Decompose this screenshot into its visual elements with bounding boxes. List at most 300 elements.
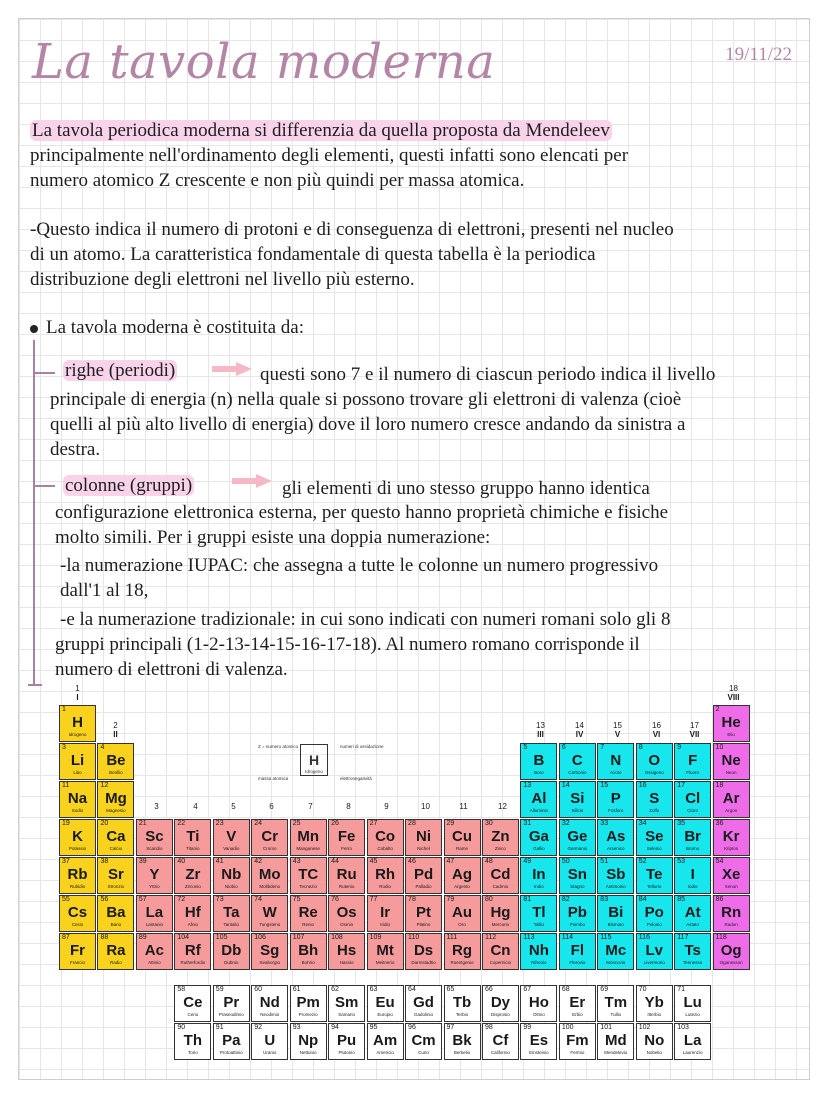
element-name: Calcio [109,846,123,851]
element-number: 14 [561,782,570,789]
element-number: 47 [446,858,455,865]
element-name: Einsteinio [529,1050,549,1055]
element-cell-hf [174,895,211,932]
element-number: 77 [369,896,378,903]
element-name: Californio [490,1050,510,1055]
element-number: 15 [600,782,609,789]
element-cell-pu [328,1023,365,1060]
element-number: 17 [677,782,685,789]
element-number: 10 [715,744,724,751]
element-name: Nettunio [299,1050,317,1055]
group-10-label: 10 [421,802,430,811]
legend-mass-label: massa atomica [258,776,289,781]
iupac-line-2: dall'1 al 18, [60,580,149,601]
element-name: Vanadio [223,846,240,851]
element-name: Nihonio [531,960,547,965]
element-symbol: Cs [67,904,88,921]
group-4-label: 4 [193,802,198,811]
element-cell-ni [405,819,442,856]
element-symbol: Ir [380,904,391,921]
element-cell-y [136,857,173,894]
element-symbol: Kr [722,828,740,845]
element-number: 108 [331,934,343,941]
element-symbol: Gd [413,994,434,1011]
element-name: Neon [725,770,737,775]
rows-line-4: destra. [50,439,101,460]
element-number: 3 [62,744,66,751]
element-cell-si [559,781,596,818]
element-symbol: Na [67,790,88,807]
element-number: 94 [331,1024,339,1031]
element-number: 43 [292,858,301,865]
element-cell-tb [444,985,481,1022]
element-cell-pr [213,985,250,1022]
element-cell-ru [328,857,365,894]
element-number: 70 [638,986,647,993]
element-cell-lu [674,985,711,1022]
element-name: Kripton [724,846,739,851]
element-name: Dubnio [224,960,239,965]
element-symbol: S [649,790,660,807]
element-cell-ti [174,819,211,856]
element-number: 41 [215,858,224,865]
element-symbol: Ho [528,994,549,1011]
element-name: Azoto [610,770,622,775]
element-cell-mg [97,781,134,818]
element-number: 109 [369,934,382,941]
element-number: 39 [138,858,147,865]
element-number: 107 [292,934,305,941]
bracket-tick-cols [33,485,55,487]
element-cell-hg [482,895,519,932]
element-cell-md [597,1023,634,1060]
element-number: 67 [523,986,532,993]
element-name: Rutenio [338,884,355,889]
element-cell-au [444,895,481,932]
element-cell-tc [290,857,327,894]
element-name: Litio [73,770,82,775]
group-9-label: 9 [384,802,389,811]
paragraph-1 [30,118,628,193]
element-number: 63 [369,986,378,993]
element-symbol: Os [336,904,357,921]
element-cell-se [636,819,673,856]
element-symbol: Yb [644,994,664,1011]
element-symbol: Au [452,904,472,921]
element-symbol: Se [645,828,664,845]
p1-line-2: principalmente nell'ordinamento degli elementi, questi infatti sono elencati per [30,145,629,166]
element-number: 90 [177,1024,186,1031]
element-number: 50 [561,858,570,865]
element-number: 33 [600,820,609,827]
element-number: 23 [215,820,224,827]
element-number: 35 [677,820,685,827]
element-cell-re [290,895,327,932]
element-number: 31 [523,820,532,827]
bracket-line [33,340,35,685]
element-symbol: In [532,866,546,883]
element-name: Hassio [339,960,354,965]
element-name: Plutonio [338,1050,355,1055]
element-symbol: Fr [70,942,85,959]
element-number: 11 [62,782,70,789]
element-name: Astato [686,922,700,927]
element-cell-ga [520,819,557,856]
element-number: 44 [331,858,339,865]
element-symbol: As [606,828,626,845]
element-number: 104 [177,934,190,941]
element-name: Tantalio [223,922,240,927]
iupac-line-1: -la numerazione IUPAC: che assegna a tutte le colonne un numero progressivo [60,555,659,576]
element-name: Rodio [379,884,391,889]
element-name: Flerovio [569,960,586,965]
element-symbol: Cl [685,790,701,807]
element-number: 106 [254,934,266,941]
element-name: Itterbio [647,1012,662,1017]
legend-symbol: H [308,752,320,768]
element-number: 4 [100,744,105,751]
element-symbol: Sm [334,994,359,1011]
element-symbol: Al [531,790,547,807]
element-symbol: F [688,752,698,769]
element-number: 99 [523,1024,532,1031]
element-name: Stronzio [107,884,125,889]
element-symbol: Er [569,994,586,1011]
element-name: Indio [534,884,544,889]
element-number: 20 [100,820,109,827]
element-symbol: Sb [606,866,626,883]
element-symbol: Og [720,942,742,959]
element-name: Arsenico [607,846,625,851]
element-name: Lutezio [685,1012,700,1017]
element-name: Potassio [68,846,87,851]
element-cell-bk [444,1023,481,1060]
element-cell-bi [597,895,634,932]
element-name: Copernicio [489,960,512,965]
element-number: 16 [638,782,647,789]
element-name: Tennesso [683,960,703,965]
element-name: Titanio [186,846,200,851]
element-cell-o [636,743,673,780]
element-number: 92 [254,1024,263,1031]
element-number: 18 [715,782,724,789]
element-number: 5 [523,744,528,751]
element-symbol: La [145,904,164,921]
p1-line-1 [30,118,628,143]
element-number: 36 [715,820,724,827]
group-7-label: 7 [308,802,313,811]
element-name: Gadolinio [414,1012,434,1017]
element-number: 54 [715,858,724,865]
element-symbol: B [533,752,545,769]
element-name: Laurenzio [682,1050,703,1055]
element-cell-i [674,857,711,894]
element-symbol: Ag [452,866,472,883]
element-symbol: Pa [222,1032,241,1049]
element-name: Attinio [148,960,161,965]
element-number: 83 [600,896,609,903]
element-name: Berillio [109,770,123,775]
element-name: Fluoro [686,770,700,775]
element-symbol: Cm [411,1032,436,1049]
element-name: Palladio [415,884,432,889]
bracket-tick-rows [33,372,55,374]
element-number: 19 [62,820,70,827]
bullet-line [30,315,304,340]
element-number: 96 [408,1024,416,1031]
element-name: Alluminio [529,808,549,813]
element-number: 86 [715,896,724,903]
element-number: 57 [138,896,147,903]
element-number: 62 [331,986,339,993]
element-cell-pb [559,895,596,932]
element-symbol: Pm [296,994,320,1011]
element-cell-ir [367,895,404,932]
element-number: 22 [177,820,186,827]
element-cell-zn [482,819,519,856]
date: 19/11/22 [725,44,792,65]
element-cell-rf [174,933,211,970]
element-name: Uranio [263,1050,277,1055]
element-number: 118 [715,934,727,941]
element-symbol: Fe [337,828,356,845]
group-16-label: 16 VI [652,721,661,739]
element-name: Neodimio [260,1012,280,1017]
element-symbol: No [644,1032,665,1049]
element-name: Cadmio [492,884,509,889]
element-number: 85 [677,896,685,903]
element-name: Europio [377,1012,393,1017]
group-15-label: 15 V [613,721,622,739]
element-name: Disprosio [491,1012,510,1017]
trad-line-3: numero di elettroni di valenza. [55,659,288,680]
element-number: 81 [523,896,532,903]
element-symbol: Fl [570,942,585,959]
element-symbol: Db [221,942,242,959]
element-symbol: O [648,752,661,769]
element-symbol: C [571,752,583,769]
element-symbol: Zr [185,866,201,883]
element-symbol: Ar [722,790,740,807]
element-symbol: Fm [566,1032,589,1049]
element-symbol: Re [298,904,318,921]
element-symbol: Nd [259,994,280,1011]
element-number: 114 [561,934,574,941]
element-name: Fosforo [608,808,624,813]
element-cell-cm [405,1023,442,1060]
element-name: Germanio [567,846,588,851]
element-symbol: Ra [106,942,126,959]
element-cell-w [251,895,288,932]
element-symbol: Y [149,866,160,883]
element-cell-co [367,819,404,856]
element-name: Tecnezio [299,884,318,889]
element-number: 12 [100,782,109,789]
element-name: Promezio [298,1012,318,1017]
cols-line-2: configurazione elettronica esterna, per questo hanno proprietà chimiche e fisiche [55,502,669,523]
element-number: 40 [177,858,186,865]
element-cell-k [59,819,96,856]
element-cell-n [597,743,634,780]
element-cell-v [213,819,250,856]
element-symbol: Zn [491,828,510,845]
element-name: Argento [454,884,470,889]
element-name: Cloro [687,808,699,813]
element-cell-rb [59,857,96,894]
element-symbol: Lu [683,994,702,1011]
element-name: Scandio [146,846,163,851]
element-number: 64 [408,986,416,993]
element-number: 115 [600,934,612,941]
element-number: 52 [638,858,647,865]
element-name: Roentgenio [450,960,474,965]
bullet-icon [30,325,38,333]
element-number: 95 [369,1024,378,1031]
element-cell-pd [405,857,442,894]
element-cell-ce [174,985,211,1022]
element-name: Francio [69,960,85,965]
p2-line-2: di un atomo. La caratteristica fondamentale di questa tabella è la periodica [30,244,596,265]
element-cell-at [674,895,711,932]
element-cell-am [367,1023,404,1060]
element-symbol: Ru [336,866,357,883]
element-number: 59 [215,986,224,993]
rows-line-1: questi sono 7 e il numero di ciascun periodo indica il livello [260,364,716,385]
element-symbol: Sn [567,866,587,883]
element-cell-sc [136,819,173,856]
element-number: 28 [408,820,416,827]
element-name: Zinco [494,846,506,851]
element-name: Radon [724,922,738,927]
group-8-label: 8 [346,802,351,811]
element-cell-fr [59,933,96,970]
element-number: 100 [561,1024,574,1031]
element-symbol: Pb [567,904,587,921]
element-number: 75 [292,896,301,903]
element-symbol: Bi [608,904,624,921]
element-number: 91 [215,1024,224,1031]
element-name: Molibdeno [259,884,281,889]
element-cell-hs [328,933,365,970]
element-name: Cromo [262,846,277,851]
element-cell-lv [636,933,673,970]
element-symbol: Mc [605,942,627,959]
element-symbol: Cr [261,828,279,845]
cols-label-text: colonne (gruppi) [65,475,193,496]
element-number: 79 [446,896,455,903]
element-symbol: U [264,1032,276,1049]
element-symbol: Hs [337,942,357,959]
element-name: Fermio [570,1050,585,1055]
element-name: Bismuto [607,922,624,927]
group-1-label: 1 I [75,684,80,702]
element-name: Iodio [687,884,698,889]
element-symbol: Rb [67,866,88,883]
group-14-label: 14 IV [575,721,584,739]
bracket-end [28,684,42,686]
element-number: 48 [484,858,493,865]
element-cell-cl [674,781,711,818]
element-name: Zirconio [184,884,201,889]
element-name: Rutherfordio [180,960,206,965]
element-cell-na [59,781,96,818]
element-symbol: Li [70,752,85,769]
element-cell-ne [713,743,750,780]
element-symbol: Ne [721,752,741,769]
element-number: 117 [677,934,689,941]
element-symbol: I [690,866,695,883]
element-number: 34 [638,820,647,827]
element-cell-mt [367,933,404,970]
element-number: 69 [600,986,609,993]
element-symbol: K [72,828,83,845]
element-name: Osmio [340,922,354,927]
element-cell-rg [444,933,481,970]
element-number: 116 [638,934,650,941]
element-number: 56 [100,896,109,903]
element-cell-ts [674,933,711,970]
cols-label [63,473,194,498]
element-number: 8 [638,744,643,751]
group-13-label: 13 III [536,721,545,739]
element-cell-ge [559,819,596,856]
element-name: Olmio [533,1012,545,1017]
element-name: Tullio [610,1012,622,1017]
element-name: Yttrio [149,884,160,889]
element-name: Argon [725,808,738,813]
element-symbol: Si [570,790,585,807]
element-number: 72 [177,896,186,903]
element-cell-rh [367,857,404,894]
element-symbol: Rn [721,904,742,921]
element-name: Afnio [187,922,198,927]
element-number: 82 [561,896,570,903]
element-name: Zolfo [649,808,660,813]
element-number: 73 [215,896,224,903]
element-symbol: Pd [413,866,434,883]
element-number: 6 [561,744,566,751]
trad-line-1: -e la numerazione tradizionale: in cui sono indicati con numeri romani solo gli 8 [60,609,671,630]
element-number: 101 [600,1024,612,1031]
legend-en-label: elettronegatività [340,776,372,781]
element-name: Mendelevio [604,1050,628,1055]
element-symbol: Pu [337,1032,357,1049]
element-number: 51 [600,858,609,865]
element-symbol: Rh [375,866,396,883]
element-cell-pm [290,985,327,1022]
element-symbol: Ba [106,904,126,921]
element-name: Iridio [380,922,390,927]
element-name: Samario [338,1012,356,1017]
element-name: Idrogeno [68,732,87,737]
element-name: Tallio [533,922,545,927]
element-number: 80 [484,896,493,903]
element-symbol: Sc [145,828,164,845]
element-symbol: Np [298,1032,319,1049]
element-number: 45 [369,858,378,865]
element-cell-cd [482,857,519,894]
element-cell-cs [59,895,96,932]
element-name: Terbio [455,1012,469,1017]
element-cell-cn [482,933,519,970]
element-cell-db [213,933,250,970]
element-symbol: Rg [452,942,472,959]
element-number: 97 [446,1024,455,1031]
element-cell-bh [290,933,327,970]
element-number: 66 [484,986,493,993]
element-symbol: Ds [413,942,434,959]
element-cell-tm [597,985,634,1022]
